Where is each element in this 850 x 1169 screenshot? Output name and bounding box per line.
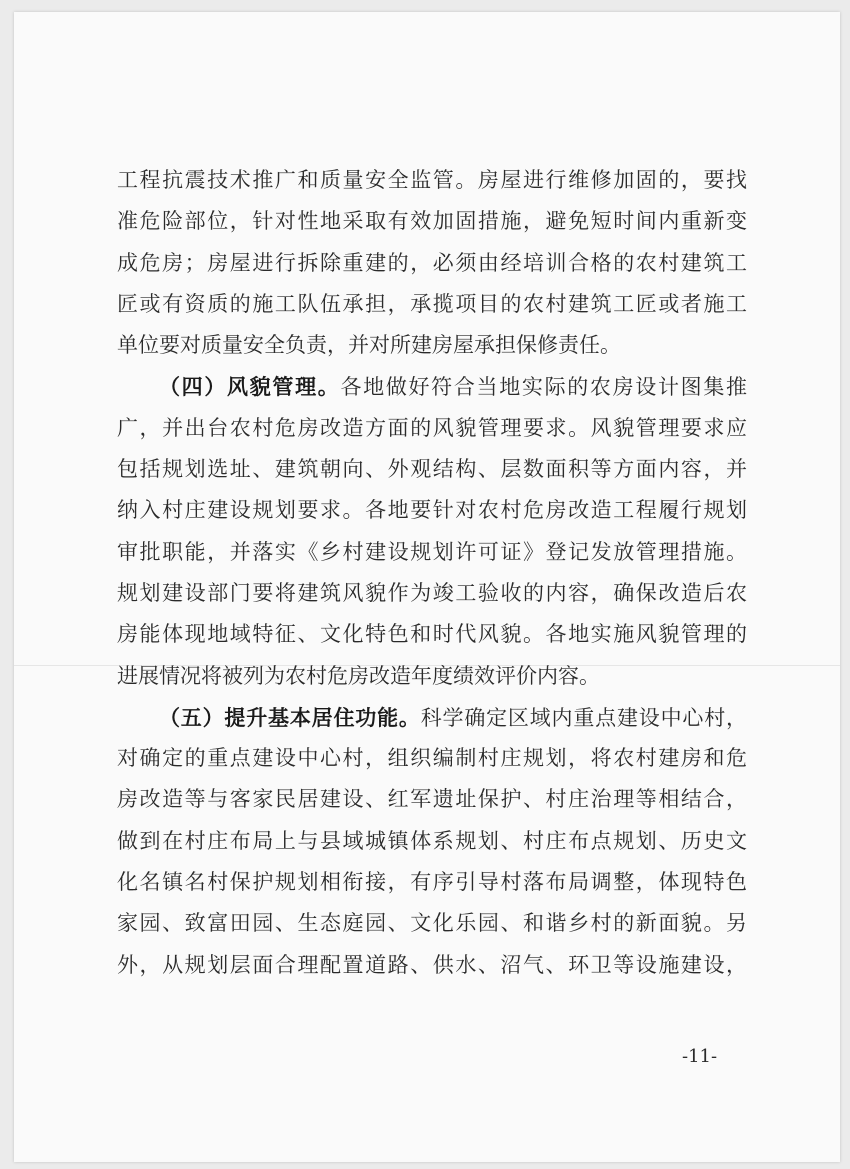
section-first-line-text: 各地做好符合当地实际的农房设计图集推	[340, 375, 748, 400]
body-line: 审批职能，并落实《乡村建设规划许可证》登记发放管理措施。	[117, 539, 747, 564]
page-number: -11-	[682, 1046, 718, 1067]
body-line: 化名镇名村保护规划相衔接，有序引导村落布局调整，体现特色	[117, 870, 747, 895]
body-line: 工程抗震技术推广和质量安全监管。房屋进行维修加固的，要找	[117, 168, 747, 192]
body-line: 对确定的重点建设中心村，组织编制村庄规划，将农村建房和危	[117, 746, 747, 771]
body-line: 规划建设部门要将建筑风貌作为竣工验收的内容，确保改造后农	[117, 580, 747, 605]
section-heading-juzhu: （五）提升基本居住功能。	[159, 704, 421, 730]
body-line: 房改造等与客家民居建设、红军遗址保护、村庄治理等相结合，	[117, 787, 747, 812]
body-line: 家园、致富田园、生态庭园、文化乐园、和谐乡村的新面貌。另	[117, 911, 747, 936]
body-line: 准危险部位，针对性地采取有效加固措施，避免短时间内重新变	[117, 209, 747, 234]
body-line: 外，从规划层面合理配置道路、供水、沼气、环卫等设施建设，	[117, 952, 747, 977]
section-first-line	[117, 697, 747, 738]
body-line: 进展情况将被列为农村危房改造年度绩效评价内容。	[117, 663, 600, 688]
section-first-line	[117, 366, 747, 407]
document-body	[117, 160, 747, 986]
body-line: 成危房；房屋进行拆除重建的，必须由经培训合格的农村建筑工	[117, 250, 747, 275]
body-line: 纳入村庄建设规划要求。各地要针对农村危房改造工程履行规划	[117, 498, 747, 523]
body-line: 单位要对质量安全负责，并对所建房屋承担保修责任。	[117, 333, 621, 358]
body-line: 匠或有资质的施工队伍承担，承揽项目的农村建筑工匠或者施工	[117, 291, 747, 316]
section-first-line-text: 科学确定区域内重点建设中心村，	[420, 705, 748, 730]
section-heading-fengmao: （四）风貌管理。	[159, 374, 341, 400]
body-line: 广，并出台农村危房改造方面的风貌管理要求。风貌管理要求应	[117, 415, 747, 440]
body-line: 包括规划选址、建筑朝向、外观结构、层数面积等方面内容，并	[117, 457, 747, 482]
body-line: 做到在村庄布局上与县域城镇体系规划、村庄布点规划、历史文	[117, 828, 747, 853]
body-line: 房能体现地域特征、文化特色和时代风貌。各地实施风貌管理的	[117, 622, 747, 647]
